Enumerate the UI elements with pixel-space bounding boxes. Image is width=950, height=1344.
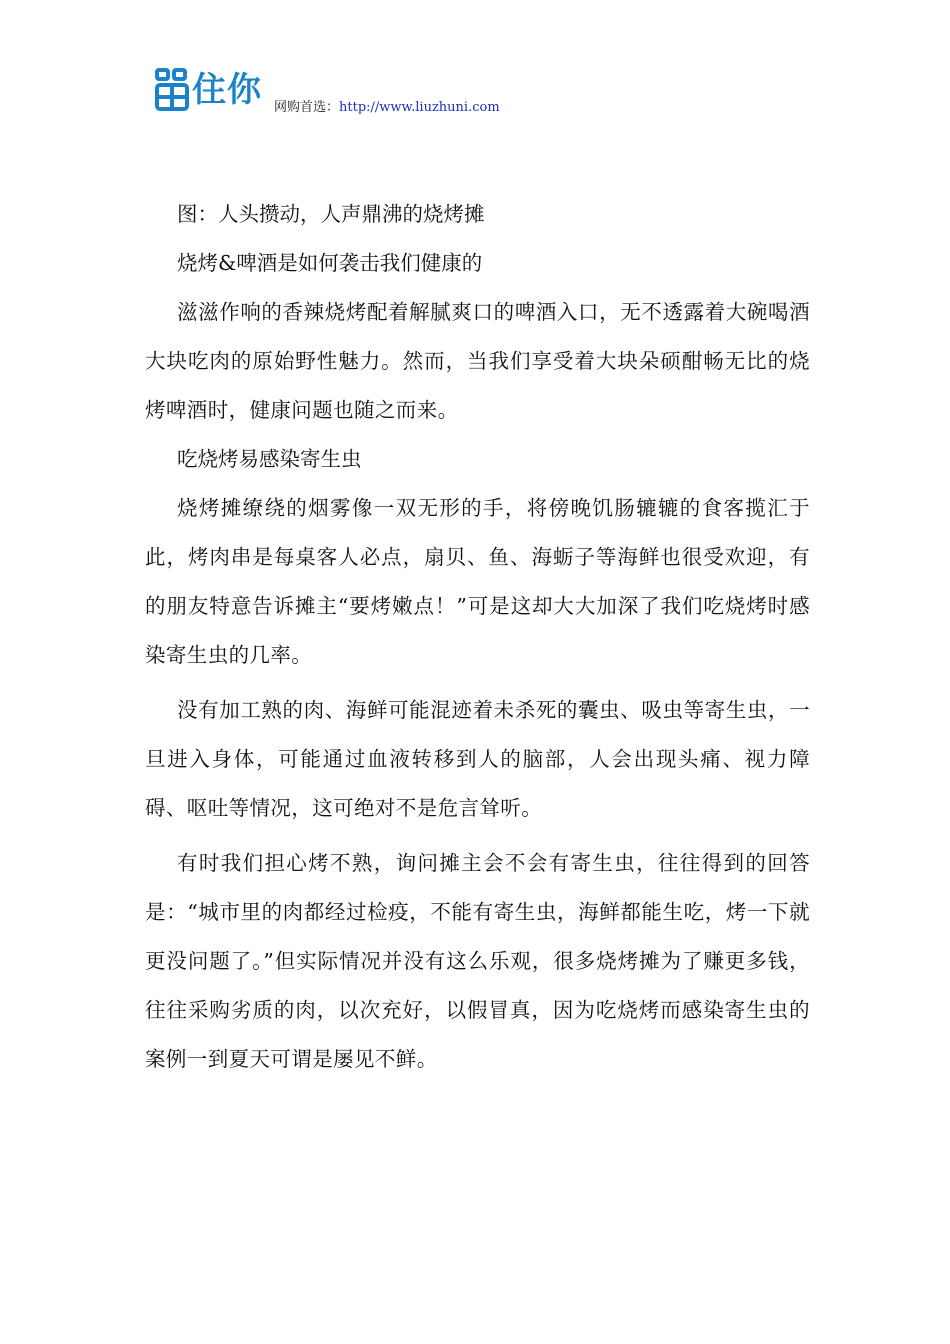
site-url-link[interactable]: http://www.liuzhuni.com — [339, 100, 500, 115]
tagline-prefix: 网购首选： — [274, 100, 340, 115]
logo-text: 住你 — [192, 70, 262, 110]
paragraph: 有时我们担心烤不熟，询问摊主会不会有寄生虫，往往得到的回答是：“城市里的肉都经过检疫，不能有寄生虫，海鲜都能生吃，烤一下就更没问题了。”但实际情况并没有这么乐观，很多烧烤摊为了赚更多钱，往往采购劣质的肉，以次充好，以假冒真，因为吃烧烤而感染寄生虫的案例一到夏天可谓是屡见不鲜。 — [145, 851, 810, 1071]
section-heading: 吃烧烤易感染寄生虫 — [177, 447, 362, 471]
image-caption: 图：人头攒动，人声鼎沸的烧烤摊 — [177, 202, 485, 226]
paragraph: 没有加工熟的肉、海鲜可能混迹着未杀死的囊虫、吸虫等寄生虫，一旦进入身体，可能通过血液转移到人的脑部，人会出现头痛、视力障碍、呕吐等情况，这可绝对不是危言耸听。 — [145, 698, 810, 820]
paragraph: 烧烤摊缭绕的烟雾像一双无形的手，将傍晚饥肠辘辘的食客揽汇于此，烤肉串是每桌客人必点，扇贝、鱼、海蛎子等海鲜也很受欢迎，有的朋友特意告诉摊主“要烤嫩点！”可是这却大大加深了我们吃烧烤时感染寄生虫的几率。 — [145, 496, 810, 667]
page-header — [154, 66, 794, 122]
paragraph: 滋滋作响的香辣烧烤配着解腻爽口的啤酒入口，无不透露着大碗喝酒大块吃肉的原始野性魅力。然而，当我们享受着大块朵硕酣畅无比的烧烤啤酒时，健康问题也随之而来。 — [145, 300, 810, 422]
header-tagline — [274, 100, 500, 116]
section-heading: 烧烤&啤酒是如何袭击我们健康的 — [177, 251, 483, 275]
article-body — [145, 190, 810, 1084]
logo[interactable] — [154, 66, 262, 116]
logo-mark-icon — [154, 66, 194, 116]
